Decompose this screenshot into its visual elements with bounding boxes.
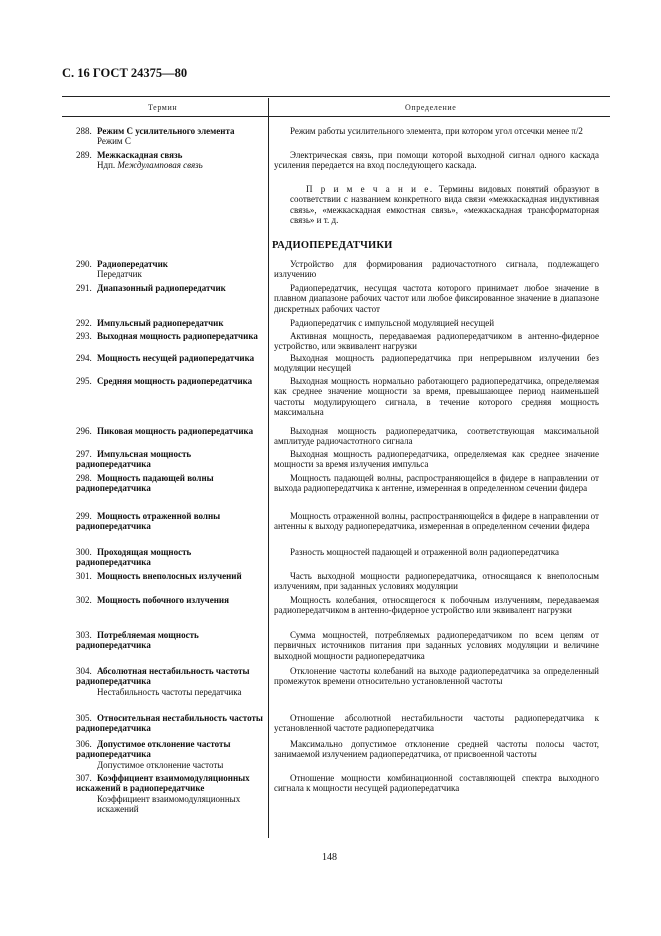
term-288: 288. Режим С усилительного элемента Режим С: [76, 126, 235, 147]
definition-289: Электрическая связь, при помощи которой выходной сигнал одного каскада усиления передается на вход последующего каскада.: [274, 150, 599, 171]
definition-292: Радиопередатчик с импульсной модуляцией несущей: [290, 318, 495, 328]
term-305: 305. Относительная нестабильность частоты радиопередатчика: [76, 713, 263, 734]
term-291: 291. Диапазонный радиопередатчик: [76, 283, 226, 293]
definition-291: Радиопередатчик, несущая частота которого принимает любое значение в плавном диапазоне рабочих частот или любое фиксированное значение в диапазоне дискретных рабочих частот: [274, 283, 599, 314]
column-header-definition: Определение: [405, 103, 457, 112]
term-307: 307. Коэффициент взаимомодуляционных искажений в радиопередатчике Коэффициент взаимомодуляционных искажений: [76, 773, 250, 815]
definition-294: Выходная мощность радиопередатчика при непрерывном излучении без модуляции несущей: [274, 353, 599, 374]
definition-290: Устройство для формирования радиочастотного сигнала, подлежащего излучению: [274, 259, 599, 280]
column-divider: [268, 98, 269, 838]
definition-305: Отношение абсолютной нестабильности частоты радиопередатчика к установленной частоте радиопередатчика: [274, 713, 599, 734]
term-300: 300. Проходящая мощность радиопередатчика: [76, 547, 192, 568]
term-297: 297. Импульсная мощность радиопередатчика: [76, 449, 192, 470]
term-302: 302. Мощность побочного излучения: [76, 595, 229, 605]
page-number: 148: [322, 852, 337, 863]
term-290: 290. Радиопередатчик Передатчик: [76, 259, 168, 280]
definition-300: Разность мощностей падающей и отраженной волн радиопередатчика: [290, 547, 559, 557]
term-293: 293. Выходная мощность радиопередатчика: [76, 331, 258, 341]
definition-297: Выходная мощность радиопередатчика, определяемая как среднее значение мощности за время излучения импульса: [274, 449, 599, 470]
term-306: 306. Допустимое отклонение частоты радиопередатчика Допустимое отклонение частоты: [76, 739, 231, 770]
term-296: 296. Пиковая мощность радиопередатчика: [76, 426, 254, 436]
definition-298: Мощность падающей волны, распространяющейся в фидере в направлении от выхода радиопередатчика к антенне, измеренная в определенном сечении фидера: [274, 473, 599, 494]
term-295: 295. Средняя мощность радиопередатчика: [76, 376, 253, 386]
term-294: 294. Мощность несущей радиопередатчика: [76, 353, 255, 363]
term-299: 299. Мощность отраженной волны радиопередатчика: [76, 511, 221, 532]
page-header: С. 16 ГОСТ 24375—80: [62, 66, 188, 80]
table-top-rule: [62, 96, 610, 97]
term-298: 298. Мощность падающей волны радиопередатчика: [76, 473, 214, 494]
column-header-term: Термин: [148, 103, 178, 112]
definition-299: Мощность отраженной волны, распространяющейся в фидере в направлении от антенны к выходу радиопередатчика, измеренная в определенном сечении фидера: [274, 511, 599, 532]
note: П р и м е ч а н и е. Термины видовых понятий образуют в соответствии с названием конкретного вида связи «межкаскадная индуктивная связь», «межкаскадная емкостная связь», «межкаскадная трансформаторная связь» и т. д.: [290, 184, 600, 226]
definition-304: Отклонение частоты колебаний на выходе радиопередатчика за определенный промежуток времени относительно установленной частоты: [274, 666, 599, 687]
header-bottom-rule: [62, 116, 610, 117]
definition-302: Мощность колебания, относящегося к побочным излучениям, передаваемая радиопередатчиком в антенно-фидерное устройство или эквивалент нагрузки: [274, 595, 599, 616]
term-301: 301. Мощность внеполосных излучений: [76, 571, 242, 581]
term-304: 304. Абсолютная нестабильность частоты радиопередатчика Нестабильность частоты передатчика: [76, 666, 250, 697]
definition-306: Максимально допустимое отклонение средней частоты полосы частот, занимаемой излучением радиопередатчика, от присвоенной частоты: [274, 739, 599, 760]
definition-293: Активная мощность, передаваемая радиопередатчиком в антенно-фидерное устройство, или эквивалент нагрузки: [274, 331, 599, 352]
term-292: 292. Импульсный радиопередатчик: [76, 318, 224, 328]
term-289: 289. Межкаскадная связь Ндп. Междуламповая связь: [76, 150, 203, 171]
definition-303: Сумма мощностей, потребляемых радиопередатчиком по всем цепям от первичных источников питания при заданных условиях модуляции и величине выходной мощности радиопередатчика: [274, 630, 599, 661]
definition-288: Режим работы усилительного элемента, при котором угол отсечки менее π/2: [290, 126, 583, 136]
section-title: РАДИОПЕРЕДАТЧИКИ: [272, 240, 393, 251]
term-303: 303. Потребляемая мощность радиопередатчика: [76, 630, 199, 651]
definition-296: Выходная мощность радиопередатчика, соответствующая максимальной амплитуде радиочастотного сигнала: [274, 426, 599, 447]
definition-301: Часть выходной мощности радиопередатчика, относящаяся к внеполосным излучениям, при заданных условиях модуляции: [274, 571, 599, 592]
definition-295: Выходная мощность нормально работающего радиопередатчика, определяемая как среднее значение мощности за время, превышающее период наименьшей частоты модулирующего сигнала, в течение которого средняя мощность максимальна: [274, 376, 599, 418]
definition-307: Отношение мощности комбинационной составляющей спектра выходного сигнала к мощности несущей радиопередатчика: [274, 773, 599, 794]
